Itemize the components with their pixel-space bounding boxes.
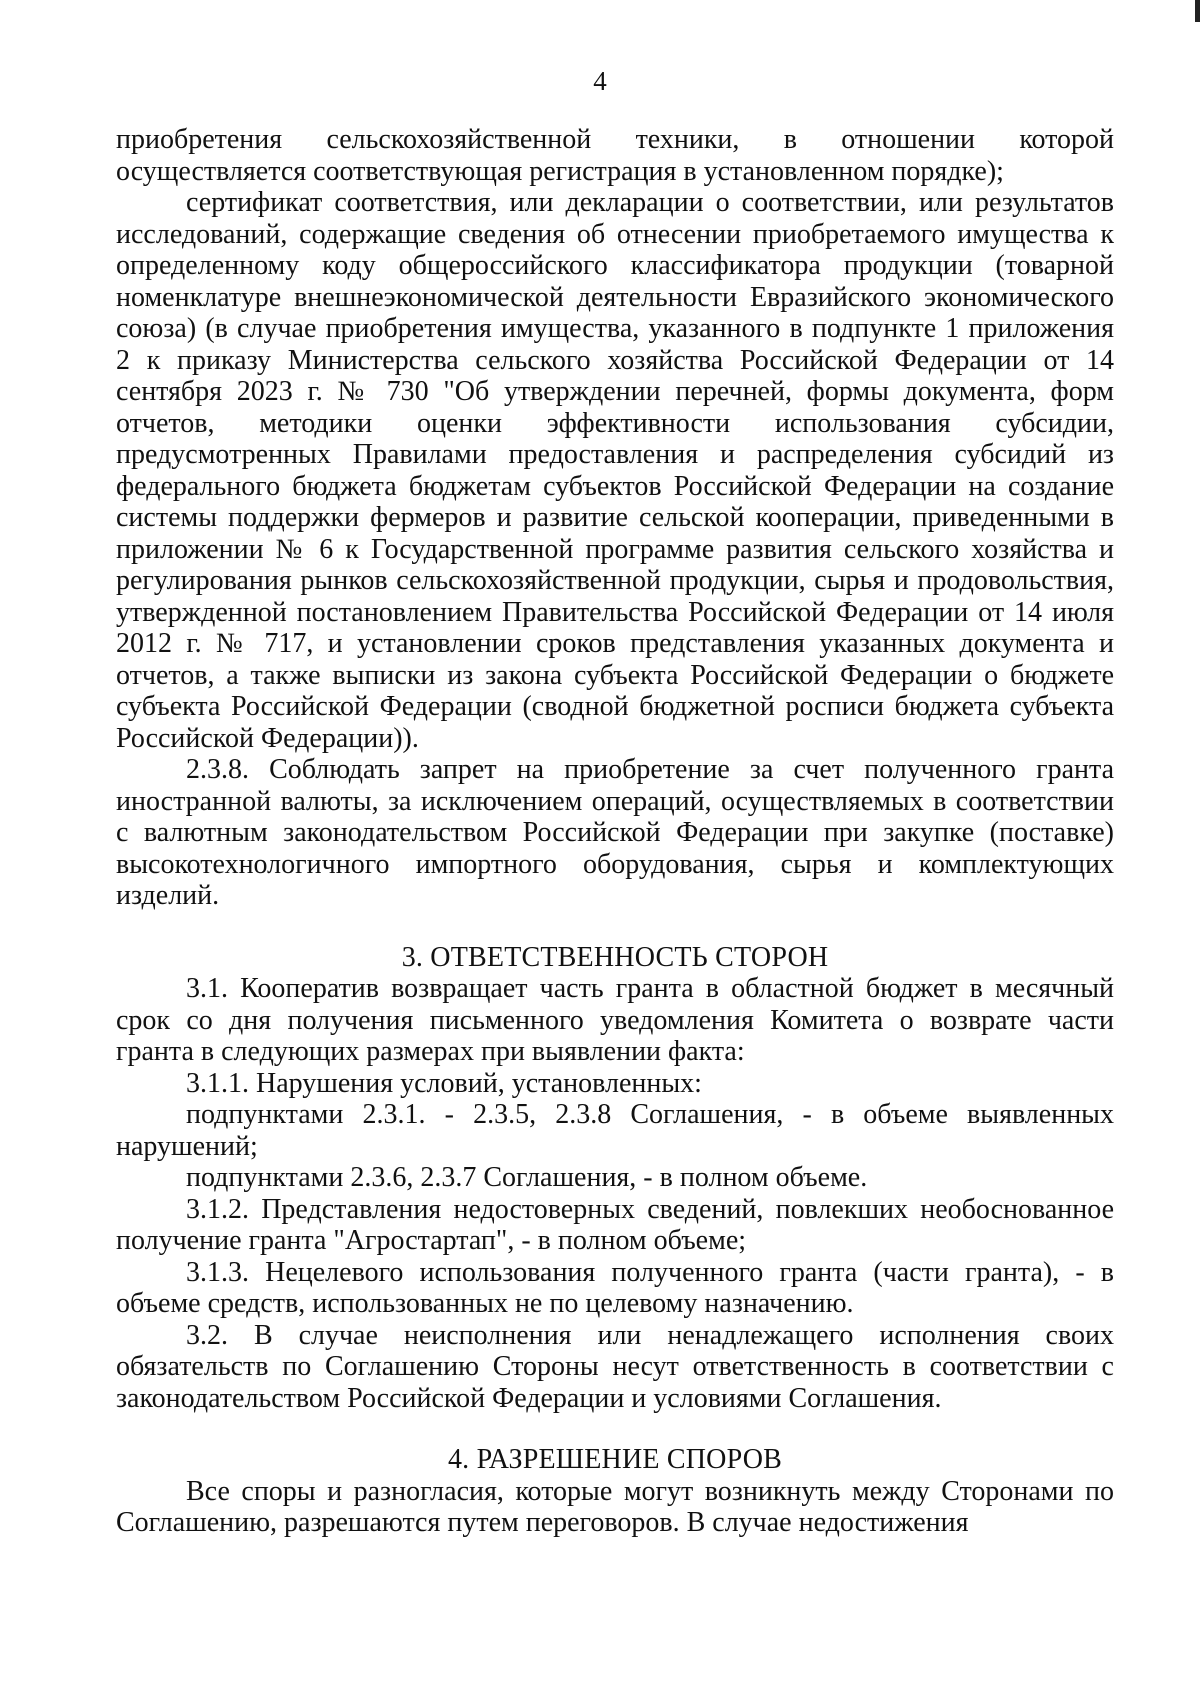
paragraph-3-2: 3.2. В случае неисполнения или ненадлежащего исполнения своих обязательств по Соглашению Стороны несут ответственность в соответствии с законодательством Российской Федерации и условиями Соглашения.	[116, 1319, 1114, 1414]
paragraph-3-1: 3.1. Кооператив возвращает часть гранта в областной бюджет в месячный срок со дня получения письменного уведомления Комитета о возврате части гранта в следующих размерах при выявлении факта:	[116, 973, 1114, 1067]
paragraph-continuation: приобретения сельскохозяйственной техники, в отношении которой осуществляется соответствующая регистрация в установленном порядке);	[116, 124, 1114, 187]
scan-edge-mark	[1195, 0, 1200, 22]
paragraph-3-1-3: 3.1.3. Нецелевого использования полученного гранта (части гранта), - в объеме средств, использованных не по целевому назначению.	[116, 1256, 1114, 1319]
page-content	[116, 124, 1114, 1539]
section-3-heading: 3. ОТВЕТСТВЕННОСТЬ СТОРОН	[401, 941, 829, 973]
paragraph-3-1-1: 3.1.1. Нарушения условий, установленных:	[186, 1067, 702, 1099]
section-spacer	[116, 912, 1114, 942]
paragraph-3-1-2: 3.1.2. Представления недостоверных сведений, повлекших необоснованное получение гранта "Агростартап", - в полном объеме;	[116, 1193, 1114, 1256]
paragraph-4-1: Все споры и разногласия, которые могут возникнуть между Сторонами по Соглашению, разрешаются путем переговоров. В случае недостижения	[116, 1475, 1114, 1538]
paragraph-3-1-1-a: подпунктами 2.3.1. - 2.3.5, 2.3.8 Соглашения, - в объеме выявленных нарушений;	[116, 1099, 1114, 1162]
section-4-heading: 4. РАЗРЕШЕНИЕ СПОРОВ	[447, 1444, 783, 1475]
paragraph-2-3-8: 2.3.8. Соблюдать запрет на приобретение за счет полученного гранта иностранной валюты, за исключением операций, осуществляемых в соответствии с валютным законодательством Российской Федерации при закупке (поставке) высокотехнологичного импортного оборудования, сырья и комплектующих изделий.	[116, 754, 1114, 911]
paragraph-certificate: сертификат соответствия, или декларации о соответствии, или результатов исследований, содержащие сведения об отнесении приобретаемого имущества к определенному коду общероссийского классификатора продукции (товарной номенклатуре внешнеэкономической деятельности Евразийского экономического союза) (в случае приобретения имущества, указанного в подпункте 1 приложения 2 к приказу Министерства сельского хозяйства Российской Федерации от 14 сентября 2023 г. № 730 "Об утверждении перечней, формы документа, форм отчетов, методики оценки эффективности использования субсидии, предусмотренных Правилами предоставления и распределения субсидий из федерального бюджета бюджетам субъектов Российской Федерации на создание системы поддержки фермеров и развитие сельской кооперации, приведенными в приложении № 6 к Государственной программе развития сельского хозяйства и регулирования рынков сельскохозяйственной продукции, сырья и продовольствия, утвержденной постановлением Правительства Российской Федерации от 14 июля 2012 г. № 717, и установлении сроков представления указанных документа и отчетов, а также выписки из закона субъекта Российской Федерации о бюджете субъекта Российской Федерации (сводной бюджетной росписи бюджета субъекта Российской Федерации)).	[116, 187, 1114, 754]
page-number: 4	[593, 66, 607, 96]
paragraph-3-1-1-b: подпунктами 2.3.6, 2.3.7 Соглашения, - в полном объеме.	[186, 1162, 868, 1193]
section-spacer	[116, 1414, 1114, 1444]
